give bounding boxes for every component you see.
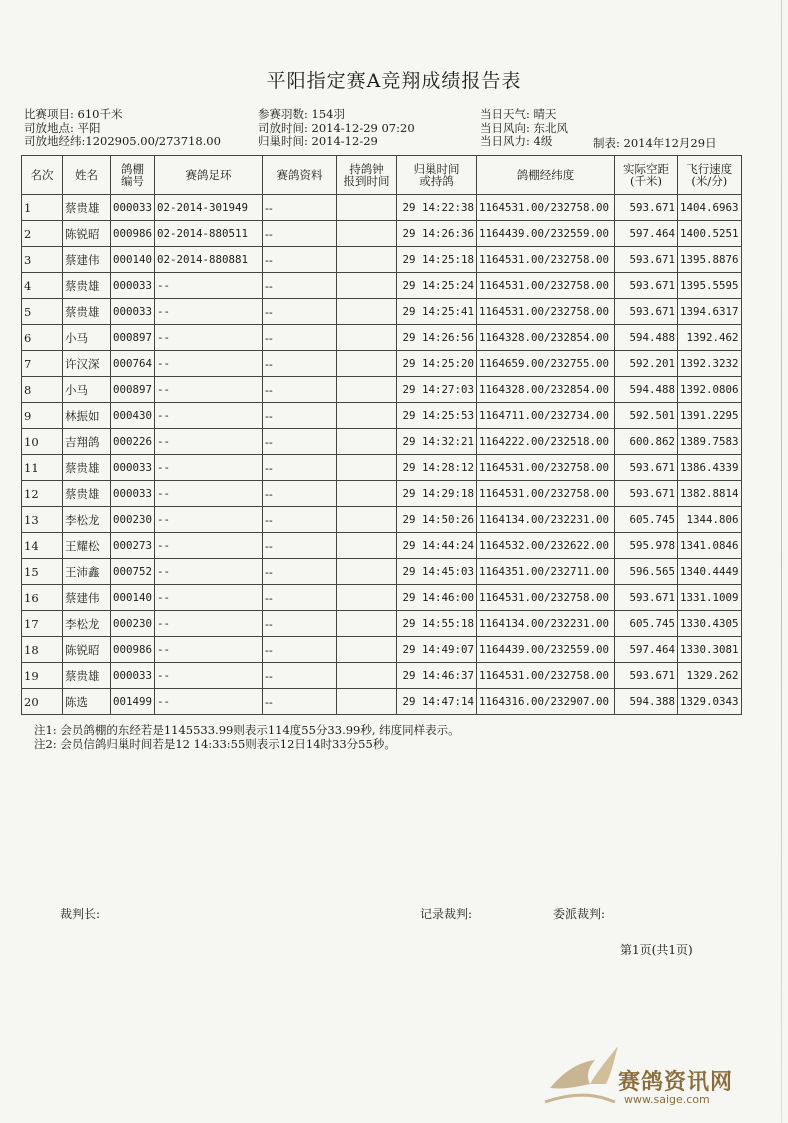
header-info: 赛鸽资料 — [263, 156, 337, 195]
cell-info: -- — [263, 507, 337, 533]
note-2: 注2: 会员信鸽归巢时间若是12 14:33:55则表示12日14时33分55秒。 — [34, 737, 396, 751]
cell-arrival: 29 14:26:36 — [397, 221, 477, 247]
header-rank: 名次 — [22, 156, 63, 195]
cell-info: -- — [263, 403, 337, 429]
cell-rank: 6 — [22, 325, 63, 351]
cell-info: -- — [263, 273, 337, 299]
cell-rank: 13 — [22, 507, 63, 533]
cell-rank: 14 — [22, 533, 63, 559]
cell-name: 林振如 — [63, 403, 111, 429]
cell-distance: 597.464 — [615, 637, 678, 663]
cell-name: 蔡贵雄 — [63, 195, 111, 221]
page-title: 平阳指定赛A竞翔成绩报告表 — [266, 70, 522, 92]
cell-loft-number: 000230 — [111, 507, 155, 533]
cell-ring: -- — [155, 273, 263, 299]
cell-clock-time — [337, 377, 397, 403]
cell-clock-time — [337, 221, 397, 247]
cell-info: -- — [263, 611, 337, 637]
table-row — [22, 533, 742, 559]
cell-speed: 1344.806 — [678, 507, 742, 533]
cell-ring: -- — [155, 325, 263, 351]
header-distance: 实际空距 (千米) — [615, 156, 678, 195]
cell-arrival: 29 14:25:41 — [397, 299, 477, 325]
cell-coords: 1164439.00/232559.00 — [477, 637, 615, 663]
cell-coords: 1164531.00/232758.00 — [477, 455, 615, 481]
cell-distance: 592.501 — [615, 403, 678, 429]
cell-clock-time — [337, 689, 397, 715]
cell-name: 蔡贵雄 — [63, 273, 111, 299]
cell-distance: 593.671 — [615, 585, 678, 611]
table-row — [22, 585, 742, 611]
cell-speed: 1330.4305 — [678, 611, 742, 637]
cell-rank: 5 — [22, 299, 63, 325]
cell-ring: -- — [155, 611, 263, 637]
cell-rank: 7 — [22, 351, 63, 377]
cell-coords: 1164532.00/232622.00 — [477, 533, 615, 559]
cell-ring: 02-2014-880511 — [155, 221, 263, 247]
cell-distance: 596.565 — [615, 559, 678, 585]
table-row — [22, 273, 742, 299]
cell-speed: 1341.0846 — [678, 533, 742, 559]
cell-coords: 1164531.00/232758.00 — [477, 299, 615, 325]
cell-distance: 595.978 — [615, 533, 678, 559]
cell-distance: 592.201 — [615, 351, 678, 377]
cell-clock-time — [337, 403, 397, 429]
cell-clock-time — [337, 455, 397, 481]
cell-info: -- — [263, 455, 337, 481]
cell-coords: 1164531.00/232758.00 — [477, 663, 615, 689]
cell-arrival: 29 14:25:24 — [397, 273, 477, 299]
header-ring: 赛鸽足环 — [155, 156, 263, 195]
cell-name: 李松龙 — [63, 507, 111, 533]
cell-arrival: 29 14:50:26 — [397, 507, 477, 533]
cell-loft-number: 000033 — [111, 455, 155, 481]
cell-clock-time — [337, 585, 397, 611]
table-row — [22, 481, 742, 507]
cell-speed: 1329.262 — [678, 663, 742, 689]
cell-speed: 1340.4449 — [678, 559, 742, 585]
cell-arrival: 29 14:47:14 — [397, 689, 477, 715]
table-row — [22, 377, 742, 403]
cell-coords: 1164531.00/232758.00 — [477, 273, 615, 299]
cell-ring: -- — [155, 507, 263, 533]
table-row — [22, 611, 742, 637]
meta-return-time: 归巢时间: 2014-12-29 — [258, 134, 378, 148]
cell-speed: 1389.7583 — [678, 429, 742, 455]
cell-loft-number: 000140 — [111, 585, 155, 611]
cell-rank: 4 — [22, 273, 63, 299]
cell-info: -- — [263, 195, 337, 221]
cell-coords: 1164531.00/232758.00 — [477, 247, 615, 273]
meta-wind-force: 当日风力: 4级 — [480, 134, 553, 148]
cell-speed: 1382.8814 — [678, 481, 742, 507]
cell-name: 李松龙 — [63, 611, 111, 637]
cell-clock-time — [337, 273, 397, 299]
cell-rank: 19 — [22, 663, 63, 689]
cell-arrival: 29 14:25:20 — [397, 351, 477, 377]
cell-ring: 02-2014-301949 — [155, 195, 263, 221]
cell-loft-number: 000033 — [111, 195, 155, 221]
cell-rank: 9 — [22, 403, 63, 429]
cell-ring: -- — [155, 299, 263, 325]
cell-coords: 1164531.00/232758.00 — [477, 585, 615, 611]
cell-rank: 2 — [22, 221, 63, 247]
cell-ring: -- — [155, 481, 263, 507]
cell-loft-number: 000230 — [111, 611, 155, 637]
cell-info: -- — [263, 429, 337, 455]
cell-distance: 597.464 — [615, 221, 678, 247]
cell-coords: 1164659.00/232755.00 — [477, 351, 615, 377]
cell-loft-number: 000033 — [111, 663, 155, 689]
cell-arrival: 29 14:27:03 — [397, 377, 477, 403]
header-speed: 飞行速度 (米/分) — [678, 156, 742, 195]
cell-distance: 605.745 — [615, 611, 678, 637]
cell-arrival: 29 14:46:37 — [397, 663, 477, 689]
cell-speed: 1395.5595 — [678, 273, 742, 299]
header-coords: 鸽棚经纬度 — [477, 156, 615, 195]
cell-clock-time — [337, 559, 397, 585]
table-row — [22, 325, 742, 351]
cell-loft-number: 000986 — [111, 637, 155, 663]
cell-ring: -- — [155, 455, 263, 481]
cell-distance: 594.488 — [615, 325, 678, 351]
meta-made-date: 制表: 2014年12月29日 — [593, 136, 717, 150]
cell-ring: -- — [155, 689, 263, 715]
cell-distance: 593.671 — [615, 299, 678, 325]
cell-speed: 1404.6963 — [678, 195, 742, 221]
cell-info: -- — [263, 351, 337, 377]
cell-ring: -- — [155, 403, 263, 429]
cell-name: 吉翔鸽 — [63, 429, 111, 455]
cell-name: 陈锐昭 — [63, 221, 111, 247]
cell-name: 蔡建伟 — [63, 247, 111, 273]
cell-arrival: 29 14:25:18 — [397, 247, 477, 273]
cell-info: -- — [263, 247, 337, 273]
cell-speed: 1394.6317 — [678, 299, 742, 325]
signature-chief-judge: 裁判长: — [60, 907, 101, 921]
meta-weather: 当日天气: 晴天 — [480, 107, 557, 121]
results-body — [22, 195, 742, 715]
cell-coords: 1164328.00/232854.00 — [477, 377, 615, 403]
cell-clock-time — [337, 351, 397, 377]
cell-coords: 1164222.00/232518.00 — [477, 429, 615, 455]
cell-coords: 1164351.00/232711.00 — [477, 559, 615, 585]
table-row — [22, 403, 742, 429]
cell-loft-number: 000430 — [111, 403, 155, 429]
cell-name: 蔡贵雄 — [63, 455, 111, 481]
cell-clock-time — [337, 429, 397, 455]
cell-speed: 1392.0806 — [678, 377, 742, 403]
cell-rank: 11 — [22, 455, 63, 481]
cell-speed: 1392.3232 — [678, 351, 742, 377]
cell-speed: 1386.4339 — [678, 455, 742, 481]
cell-info: -- — [263, 325, 337, 351]
header-arrival: 归巢时间 或持鸽 — [397, 156, 477, 195]
cell-ring: -- — [155, 637, 263, 663]
cell-name: 蔡贵雄 — [63, 663, 111, 689]
table-row — [22, 299, 742, 325]
scan-fold-line — [781, 0, 782, 1123]
cell-loft-number: 000764 — [111, 351, 155, 377]
cell-info: -- — [263, 533, 337, 559]
cell-distance: 594.488 — [615, 377, 678, 403]
notes — [34, 723, 460, 751]
cell-speed: 1330.3081 — [678, 637, 742, 663]
cell-name: 小马 — [63, 377, 111, 403]
cell-info: -- — [263, 221, 337, 247]
cell-name: 蔡建伟 — [63, 585, 111, 611]
header-loft-number: 鸽棚 编号 — [111, 156, 155, 195]
meta-race-item: 比赛项目: 610千米 — [24, 107, 123, 121]
cell-coords: 1164439.00/232559.00 — [477, 221, 615, 247]
cell-name: 王耀松 — [63, 533, 111, 559]
cell-info: -- — [263, 299, 337, 325]
results-table — [21, 155, 742, 715]
cell-info: -- — [263, 559, 337, 585]
meta-left — [24, 108, 221, 149]
header-name: 姓名 — [63, 156, 111, 195]
cell-name: 小马 — [63, 325, 111, 351]
cell-speed: 1400.5251 — [678, 221, 742, 247]
table-row — [22, 637, 742, 663]
cell-rank: 3 — [22, 247, 63, 273]
cell-arrival: 29 14:44:24 — [397, 533, 477, 559]
table-row — [22, 663, 742, 689]
cell-clock-time — [337, 663, 397, 689]
cell-ring: -- — [155, 663, 263, 689]
cell-distance: 594.388 — [615, 689, 678, 715]
table-row — [22, 559, 742, 585]
table-row — [22, 247, 742, 273]
cell-rank: 12 — [22, 481, 63, 507]
cell-coords: 1164316.00/232907.00 — [477, 689, 615, 715]
meta-release-coords: 司放地经纬:1202905.00/273718.00 — [24, 134, 221, 148]
cell-clock-time — [337, 533, 397, 559]
cell-arrival: 29 14:22:38 — [397, 195, 477, 221]
cell-coords: 1164711.00/232734.00 — [477, 403, 615, 429]
cell-arrival: 29 14:32:21 — [397, 429, 477, 455]
cell-loft-number: 000033 — [111, 299, 155, 325]
cell-distance: 600.862 — [615, 429, 678, 455]
table-row — [22, 689, 742, 715]
table-row — [22, 195, 742, 221]
cell-clock-time — [337, 299, 397, 325]
note-1: 注1: 会员鸽棚的东经若是1145533.99则表示114度55分33.99秒, 纬度同样表示。 — [34, 723, 460, 737]
cell-speed: 1395.8876 — [678, 247, 742, 273]
cell-speed: 1392.462 — [678, 325, 742, 351]
cell-arrival: 29 14:29:18 — [397, 481, 477, 507]
cell-name: 蔡贵雄 — [63, 481, 111, 507]
cell-clock-time — [337, 611, 397, 637]
cell-distance: 593.671 — [615, 247, 678, 273]
cell-arrival: 29 14:45:03 — [397, 559, 477, 585]
watermark-text: 赛鸽资讯网 — [618, 1070, 734, 1095]
cell-loft-number: 000752 — [111, 559, 155, 585]
table-row — [22, 455, 742, 481]
cell-coords: 1164531.00/232758.00 — [477, 195, 615, 221]
meta-entries: 参赛羽数: 154羽 — [258, 107, 345, 121]
cell-distance: 593.671 — [615, 455, 678, 481]
cell-info: -- — [263, 637, 337, 663]
cell-rank: 16 — [22, 585, 63, 611]
cell-loft-number: 000226 — [111, 429, 155, 455]
cell-arrival: 29 14:49:07 — [397, 637, 477, 663]
cell-arrival: 29 14:55:18 — [397, 611, 477, 637]
header-clock-time: 持鸽钟 报到时间 — [337, 156, 397, 195]
cell-coords: 1164531.00/232758.00 — [477, 481, 615, 507]
cell-loft-number: 000033 — [111, 273, 155, 299]
cell-ring: 02-2014-880881 — [155, 247, 263, 273]
cell-ring: -- — [155, 377, 263, 403]
cell-rank: 10 — [22, 429, 63, 455]
cell-ring: -- — [155, 351, 263, 377]
meta-middle — [258, 108, 415, 149]
cell-info: -- — [263, 663, 337, 689]
meta-wind-direction: 当日风向: 东北风 — [480, 120, 569, 135]
signature-record-judge: 记录裁判: — [420, 907, 473, 921]
cell-rank: 15 — [22, 559, 63, 585]
cell-speed: 1329.0343 — [678, 689, 742, 715]
meta-release-site: 司放地点: 平阳 — [24, 120, 101, 135]
cell-rank: 17 — [22, 611, 63, 637]
cell-info: -- — [263, 377, 337, 403]
cell-loft-number: 000986 — [111, 221, 155, 247]
cell-distance: 593.671 — [615, 663, 678, 689]
table-row — [22, 221, 742, 247]
cell-distance: 605.745 — [615, 507, 678, 533]
cell-name: 陈选 — [63, 689, 111, 715]
cell-name: 蔡贵雄 — [63, 299, 111, 325]
cell-loft-number: 001499 — [111, 689, 155, 715]
cell-arrival: 29 14:28:12 — [397, 455, 477, 481]
cell-rank: 18 — [22, 637, 63, 663]
cell-clock-time — [337, 247, 397, 273]
table-header-row — [22, 156, 742, 195]
cell-rank: 20 — [22, 689, 63, 715]
cell-speed: 1331.1009 — [678, 585, 742, 611]
cell-arrival: 29 14:46:00 — [397, 585, 477, 611]
cell-rank: 1 — [22, 195, 63, 221]
page-number: 第1页(共1页) — [620, 943, 693, 957]
watermark-url: www.saige.com — [624, 1093, 710, 1106]
cell-loft-number: 000033 — [111, 481, 155, 507]
cell-distance: 593.671 — [615, 273, 678, 299]
cell-name: 许汉深 — [63, 351, 111, 377]
cell-ring: -- — [155, 533, 263, 559]
cell-distance: 593.671 — [615, 481, 678, 507]
cell-loft-number: 000273 — [111, 533, 155, 559]
cell-name: 王沛鑫 — [63, 559, 111, 585]
cell-distance: 593.671 — [615, 195, 678, 221]
cell-clock-time — [337, 507, 397, 533]
cell-arrival: 29 14:26:56 — [397, 325, 477, 351]
cell-loft-number: 000897 — [111, 377, 155, 403]
cell-ring: -- — [155, 559, 263, 585]
table-row — [22, 429, 742, 455]
cell-info: -- — [263, 481, 337, 507]
cell-loft-number: 000140 — [111, 247, 155, 273]
cell-coords: 1164134.00/232231.00 — [477, 611, 615, 637]
cell-clock-time — [337, 195, 397, 221]
table-row — [22, 507, 742, 533]
cell-clock-time — [337, 325, 397, 351]
cell-rank: 8 — [22, 377, 63, 403]
signature-delegate-judge: 委派裁判: — [553, 907, 606, 921]
cell-coords: 1164328.00/232854.00 — [477, 325, 615, 351]
cell-ring: -- — [155, 585, 263, 611]
table-row — [22, 351, 742, 377]
cell-coords: 1164134.00/232231.00 — [477, 507, 615, 533]
meta-release-time: 司放时间: 2014-12-29 07:20 — [258, 120, 415, 135]
cell-loft-number: 000897 — [111, 325, 155, 351]
cell-clock-time — [337, 637, 397, 663]
cell-speed: 1391.2295 — [678, 403, 742, 429]
meta-right — [480, 108, 568, 149]
cell-arrival: 29 14:25:53 — [397, 403, 477, 429]
cell-clock-time — [337, 481, 397, 507]
cell-info: -- — [263, 585, 337, 611]
cell-info: -- — [263, 689, 337, 715]
cell-ring: -- — [155, 429, 263, 455]
cell-name: 陈锐昭 — [63, 637, 111, 663]
